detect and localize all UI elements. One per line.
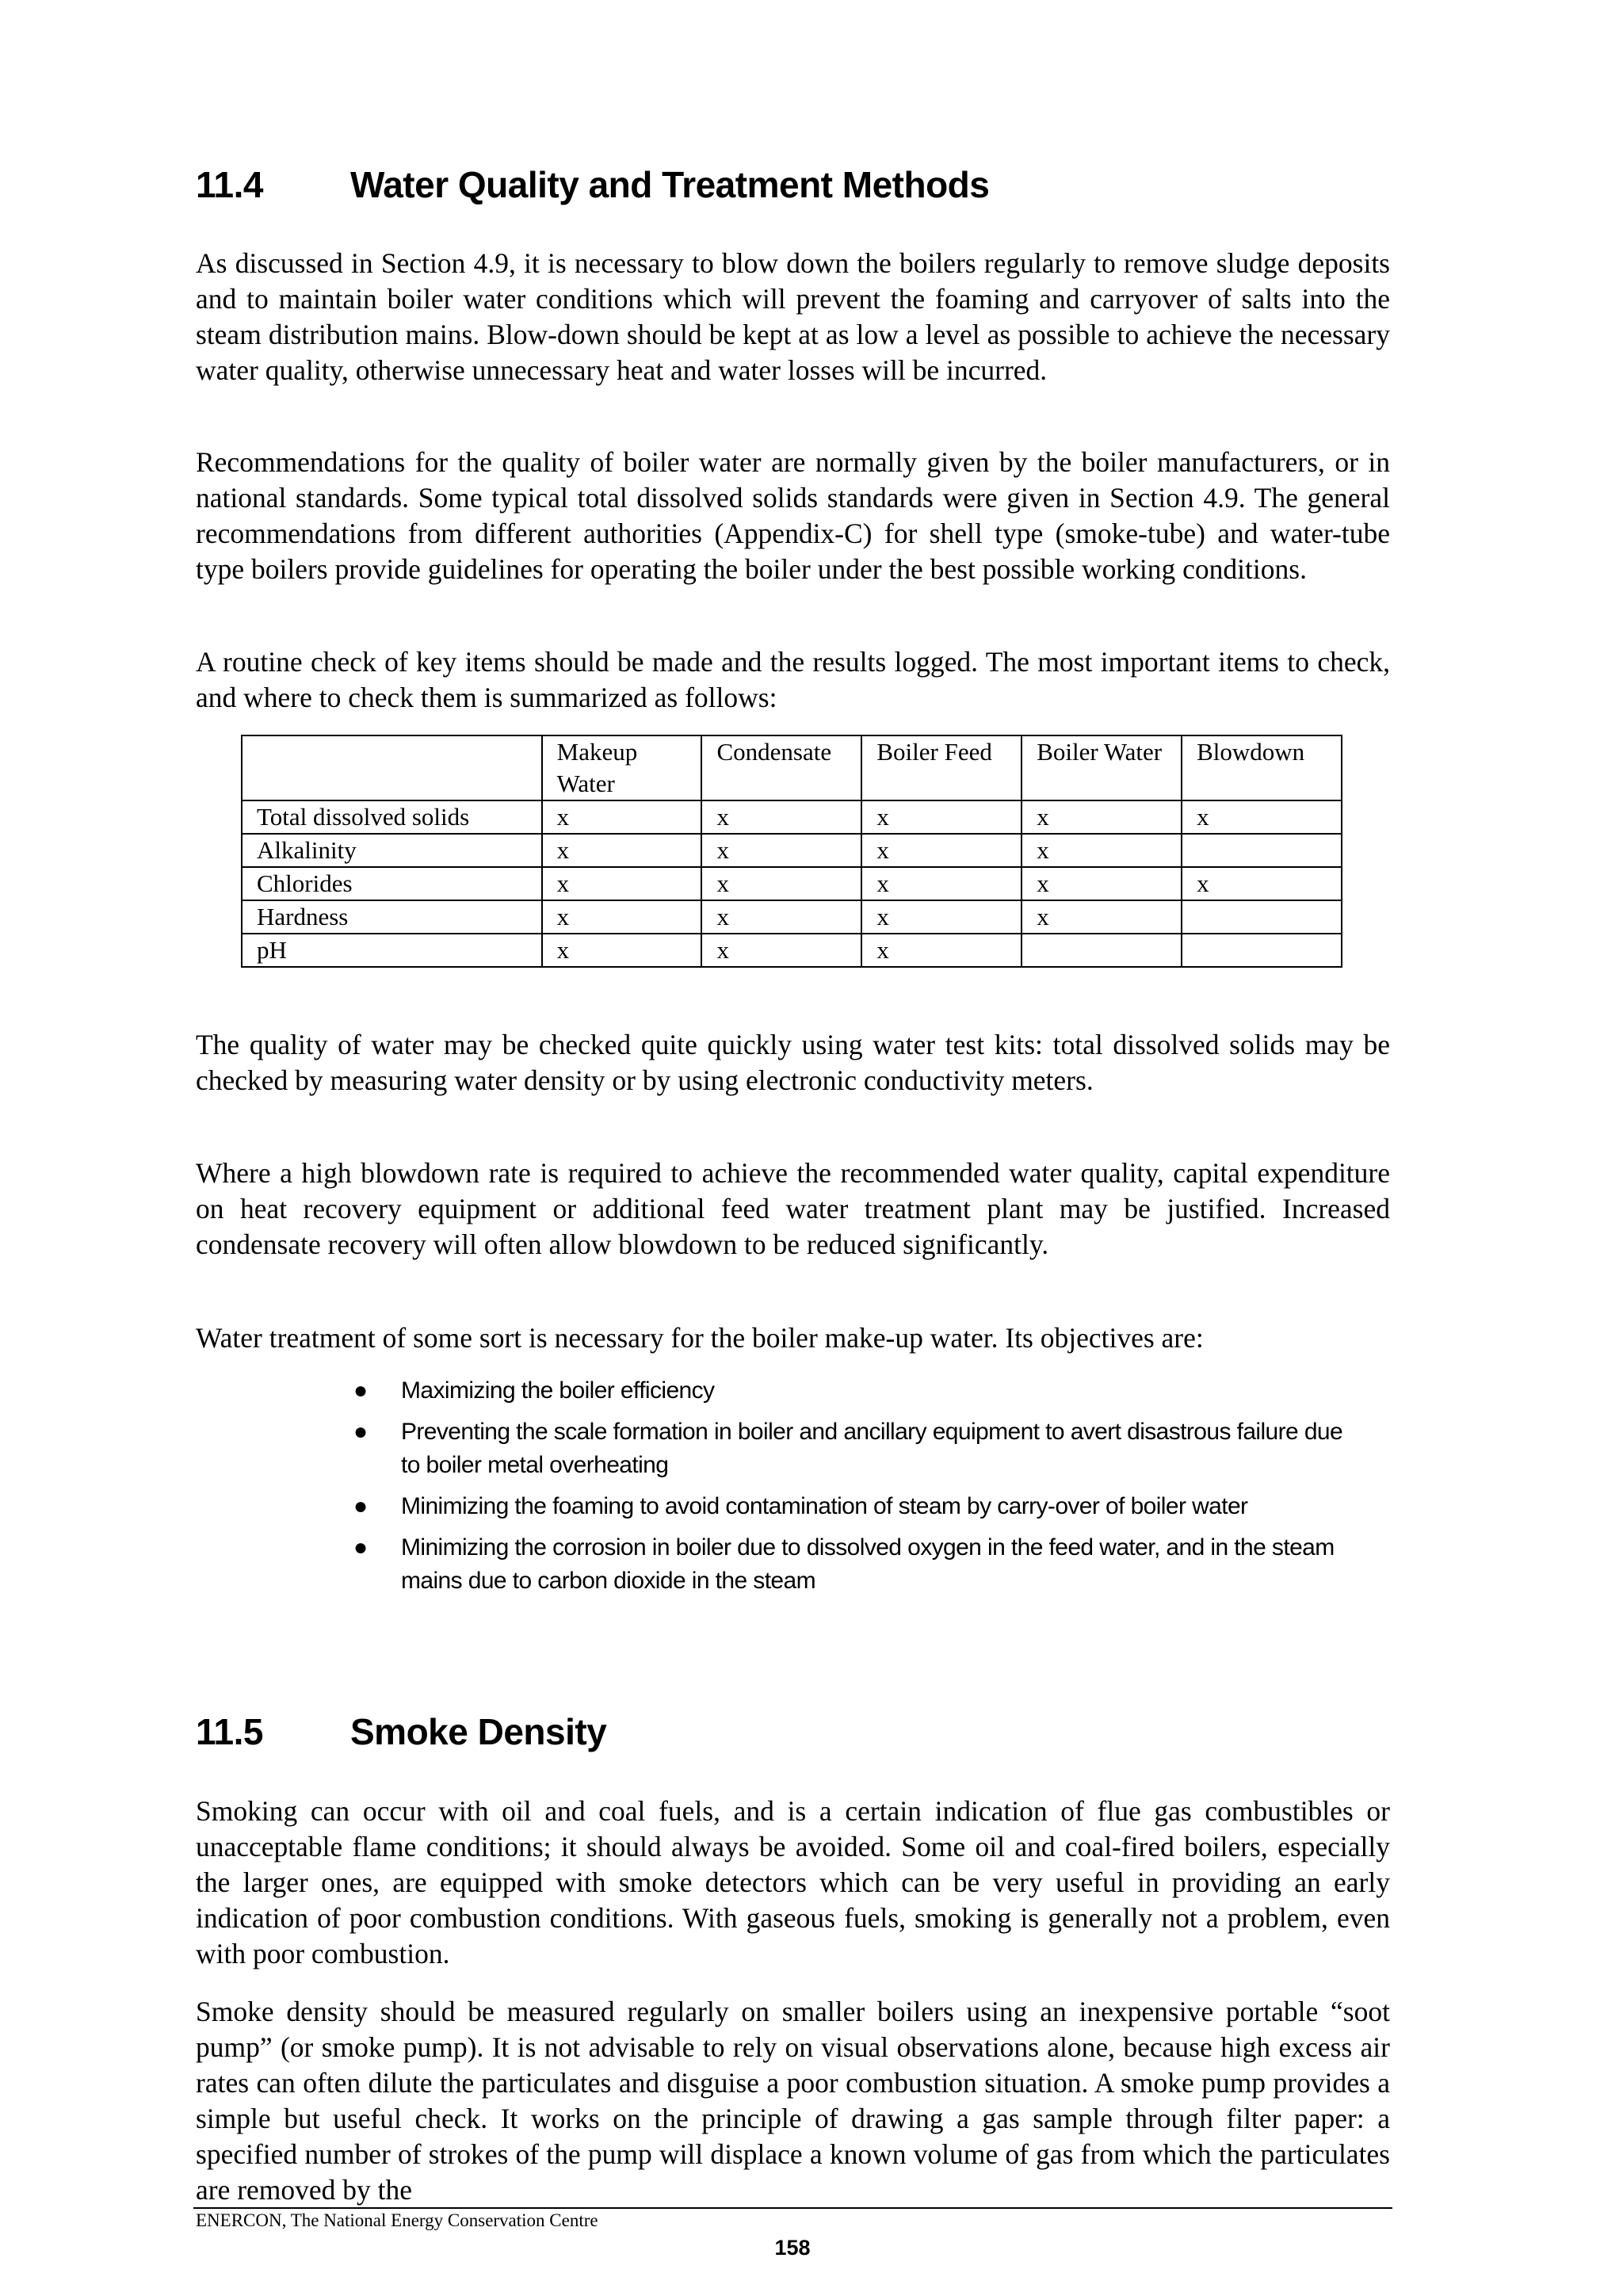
bullet-icon: ●	[353, 1534, 368, 1561]
section-title: Water Quality and Treatment Methods	[350, 164, 990, 205]
table-cell: x	[861, 834, 1022, 867]
table-cell	[1182, 900, 1342, 934]
table-row-label: Hardness	[242, 900, 542, 934]
paragraph: A routine check of key items should be made and the results logged. The most important items to check, and where to check them is summarized as follows:	[196, 646, 1390, 713]
paragraph: As discussed in Section 4.9, it is necessary to blow down the boilers regularly to remove sludge deposits and to maintain boiler water conditions which will prevent the foaming and carryover of salts into the steam distribution mains. Blow-down should be kept at as low a level as possible to achieve the necessary water quality, otherwise unnecessary heat and water losses will be incurred.	[196, 247, 1390, 386]
table-cell: x	[861, 934, 1022, 967]
table-cell: x	[542, 900, 702, 934]
list-item	[353, 1531, 1352, 1598]
list-item-text: Maximizing the boiler efficiency	[401, 1377, 715, 1404]
table-cell: x	[701, 867, 861, 900]
table-row	[242, 900, 1342, 934]
table-row-label: Alkalinity	[242, 834, 542, 867]
table-header-cell: Condensate	[701, 735, 861, 800]
objectives-list	[353, 1374, 1352, 1606]
paragraph: Smoke density should be measured regularly on smaller boilers using an inexpensive portable “soot pump” (or smoke pump). It is not advisable to rely on visual observations alone, because high excess air rates can often dilute the particulates and disguise a poor combustion situation. A smoke pump provides a simple but useful check. It works on the principle of drawing a gas sample through filter paper: a specified number of strokes of the pump will displace a known volume of gas from which the particulates are removed by the	[196, 1996, 1390, 2206]
table-header-cell: Boiler Water	[1022, 735, 1182, 800]
water-quality-check-table	[241, 735, 1342, 968]
table-cell: x	[701, 834, 861, 867]
table-row-label: pH	[242, 934, 542, 967]
table-cell: x	[861, 867, 1022, 900]
table-row	[242, 934, 1342, 967]
list-item	[353, 1415, 1352, 1482]
paragraph: Water treatment of some sort is necessary for the boiler make-up water. Its objectives are:	[196, 1322, 1204, 1354]
table-header-cell	[242, 735, 542, 800]
page-number: 158	[774, 2236, 811, 2260]
table-cell: x	[1182, 800, 1342, 834]
table-cell: x	[861, 900, 1022, 934]
table-cell: x	[1022, 800, 1182, 834]
table-header-cell: Blowdown	[1182, 735, 1342, 800]
table-cell: x	[542, 800, 702, 834]
bullet-icon: ●	[353, 1377, 368, 1404]
table-cell: x	[542, 934, 702, 967]
list-item-text: Minimizing the corrosion in boiler due to dissolved oxygen in the feed water, and in the steam mains due to carbon dioxide in the steam	[401, 1534, 1335, 1594]
table-row	[242, 867, 1342, 900]
table-row	[242, 834, 1342, 867]
footer-organization: ENERCON, The National Energy Conservation Centre	[196, 2210, 598, 2230]
table-header-cell: Makeup Water	[542, 735, 702, 800]
table-cell: x	[701, 800, 861, 834]
paragraph: Smoking can occur with oil and coal fuels, and is a certain indication of flue gas combustibles or unacceptable flame conditions; it should always be avoided. Some oil and coal-fired boilers, especially the larger ones, are equipped with smoke detectors which can be very useful in providing an early indication of poor combustion conditions. With gaseous fuels, smoking is generally not a problem, even with poor combustion.	[196, 1795, 1390, 1969]
list-item	[353, 1374, 1352, 1408]
table-cell: x	[701, 934, 861, 967]
section-title: Smoke Density	[350, 1711, 607, 1752]
table-row-label: Chlorides	[242, 867, 542, 900]
table-row-label: Total dissolved solids	[242, 800, 542, 834]
footer-divider	[193, 2207, 1392, 2209]
list-item-text: Minimizing the foaming to avoid contamination of steam by carry-over of boiler water	[401, 1493, 1248, 1519]
paragraph: Recommendations for the quality of boiler water are normally given by the boiler manufacturers, or in national standards. Some typical total dissolved solids standards were given in Section 4.9. The general recommendations from different authorities (Appendix-C) for shell type (smoke-tube) and water-tube type boilers provide guidelines for operating the boiler under the best possible working conditions.	[196, 446, 1390, 585]
table-cell	[1182, 834, 1342, 867]
table-cell: x	[1022, 834, 1182, 867]
table-header-cell: Boiler Feed	[861, 735, 1022, 800]
table-cell: x	[1022, 867, 1182, 900]
section-heading-11-4	[196, 166, 989, 203]
table-cell: x	[542, 867, 702, 900]
paragraph: Where a high blowdown rate is required to achieve the recommended water quality, capital expenditure on heat recovery equipment or additional feed water treatment plant may be justified. Increased condensate recovery will often allow blowdown to be reduced significantly.	[196, 1157, 1390, 1260]
table-cell	[1182, 934, 1342, 967]
table-cell: x	[542, 834, 702, 867]
paragraph: The quality of water may be checked quite quickly using water test kits: total dissolved solids may be checked by measuring water density or by using electronic conductivity meters.	[196, 1029, 1390, 1096]
table-cell: x	[1182, 867, 1342, 900]
list-item	[353, 1490, 1352, 1523]
section-heading-11-5	[196, 1713, 606, 1750]
bullet-icon: ●	[353, 1419, 368, 1445]
table-cell: x	[701, 900, 861, 934]
bullet-icon: ●	[353, 1493, 368, 1519]
table-cell	[1022, 934, 1182, 967]
section-number: 11.4	[196, 164, 263, 205]
list-item-text: Preventing the scale formation in boiler and ancillary equipment to avert disastrous failure due to boiler metal overheating	[401, 1419, 1343, 1478]
table-header-row	[242, 735, 1342, 800]
table-row	[242, 800, 1342, 834]
table-cell: x	[861, 800, 1022, 834]
table-cell: x	[1022, 900, 1182, 934]
section-number: 11.5	[196, 1711, 263, 1752]
